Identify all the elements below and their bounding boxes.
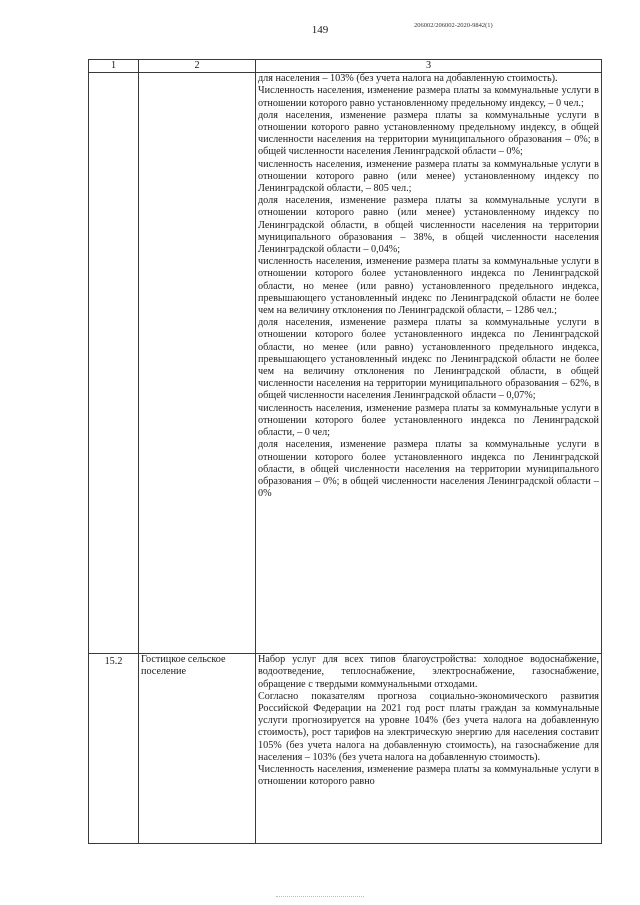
scan-artifact — [276, 896, 364, 898]
paragraph: доля населения, изменение размера платы за коммунальные услуги в отношении которого равно установленному предельному индексу, в общей численности населения на территории муниципального образования – 0%; в общей численности населения Ленинградской области – 0%; — [258, 109, 599, 158]
table-row — [89, 73, 602, 654]
paragraph: Согласно показателям прогноза социально-экономического развития Российской Федерации на 2021 год рост платы граждан за коммунальные услуги прогнозируется на уровне 104% (без учета налога на добавленную стоимость), рост тарифов на электрическую энергию для населения составит 105% (без учета налога на добавленную стоимость), на газоснабжение для населения – 103% (без учета налога на добавленную стоимость). — [258, 690, 599, 763]
paragraph: численность населения, изменение размера платы за коммунальные услуги в отношении которого более установленного индекса по Ленинградской области, – 0 чел; — [258, 402, 599, 439]
paragraph: доля населения, изменение размера платы за коммунальные услуги в отношении которого более установленного индекса по Ленинградской области, в общей численности населения на территории муниципального образования – 0%; в общей численности населения Ленинградской области – 0% — [258, 439, 599, 500]
row-number: 15.2 — [89, 654, 139, 844]
header-col-1: 1 — [89, 60, 139, 73]
paragraph: Численность населения, изменение размера платы за коммунальные услуги в отношении которого равно — [258, 764, 599, 788]
paragraph: Численность населения, изменение размера платы за коммунальные услуги в отношении которого равно установленному предельному индексу, – 0 чел.; — [258, 85, 599, 109]
description-cell — [256, 654, 602, 844]
data-table — [88, 59, 602, 844]
paragraph: численность населения, изменение размера платы за коммунальные услуги в отношении которого более установленного индекса по Ленинградской области, но менее (или равно) установленного предельного индекса, превышающего установленный индекс по Ленинградской области не более чем на величину отклонения по Ленинградской области, – 1286 чел.; — [258, 256, 599, 317]
document-code: 206002/206002-2020-9842(1) — [414, 22, 493, 29]
table-header-row — [89, 60, 602, 73]
paragraph: Набор услуг для всех типов благоустройства: холодное водоснабжение, водоотведение, теплоснабжение, электроснабжение, газоснабжение, обращение с твердыми коммунальными отходами. — [258, 654, 599, 690]
header-col-2: 2 — [139, 60, 256, 73]
paragraph: для населения – 103% (без учета налога на добавленную стоимость). — [258, 73, 558, 85]
description-cell — [256, 73, 602, 654]
description-clip — [258, 654, 599, 841]
settlement-name — [139, 73, 256, 654]
paragraph: доля населения, изменение размера платы за коммунальные услуги в отношении которого более установленного индекса по Ленинградской области, но менее (или равно) установленного предельного индекса, превышающего установленный индекс по Ленинградской области не более чем на величину отклонения по Ленинградской области, в общей численности населения на территории муниципального образования – 62%, в общей численности населения Ленинградской области – 0,07%; — [258, 317, 599, 402]
settlement-name: Гостицкое сельское поселение — [139, 654, 256, 844]
page-number: 149 — [311, 24, 329, 36]
header-col-3: 3 — [256, 60, 602, 73]
paragraph: доля населения, изменение размера платы за коммунальные услуги в отношении которого равно (или менее) установленному индексу по Ленинградской области, в общей численности населения на территории муниципального образования – 38%, в общей численности населения Ленинградской области – 0,04%; — [258, 195, 599, 256]
paragraph: численность населения, изменение размера платы за коммунальные услуги в отношении которого равно (или менее) установленному индексу по Ленинградской области, – 805 чел.; — [258, 158, 599, 195]
row-number — [89, 73, 139, 654]
table-row — [89, 654, 602, 844]
